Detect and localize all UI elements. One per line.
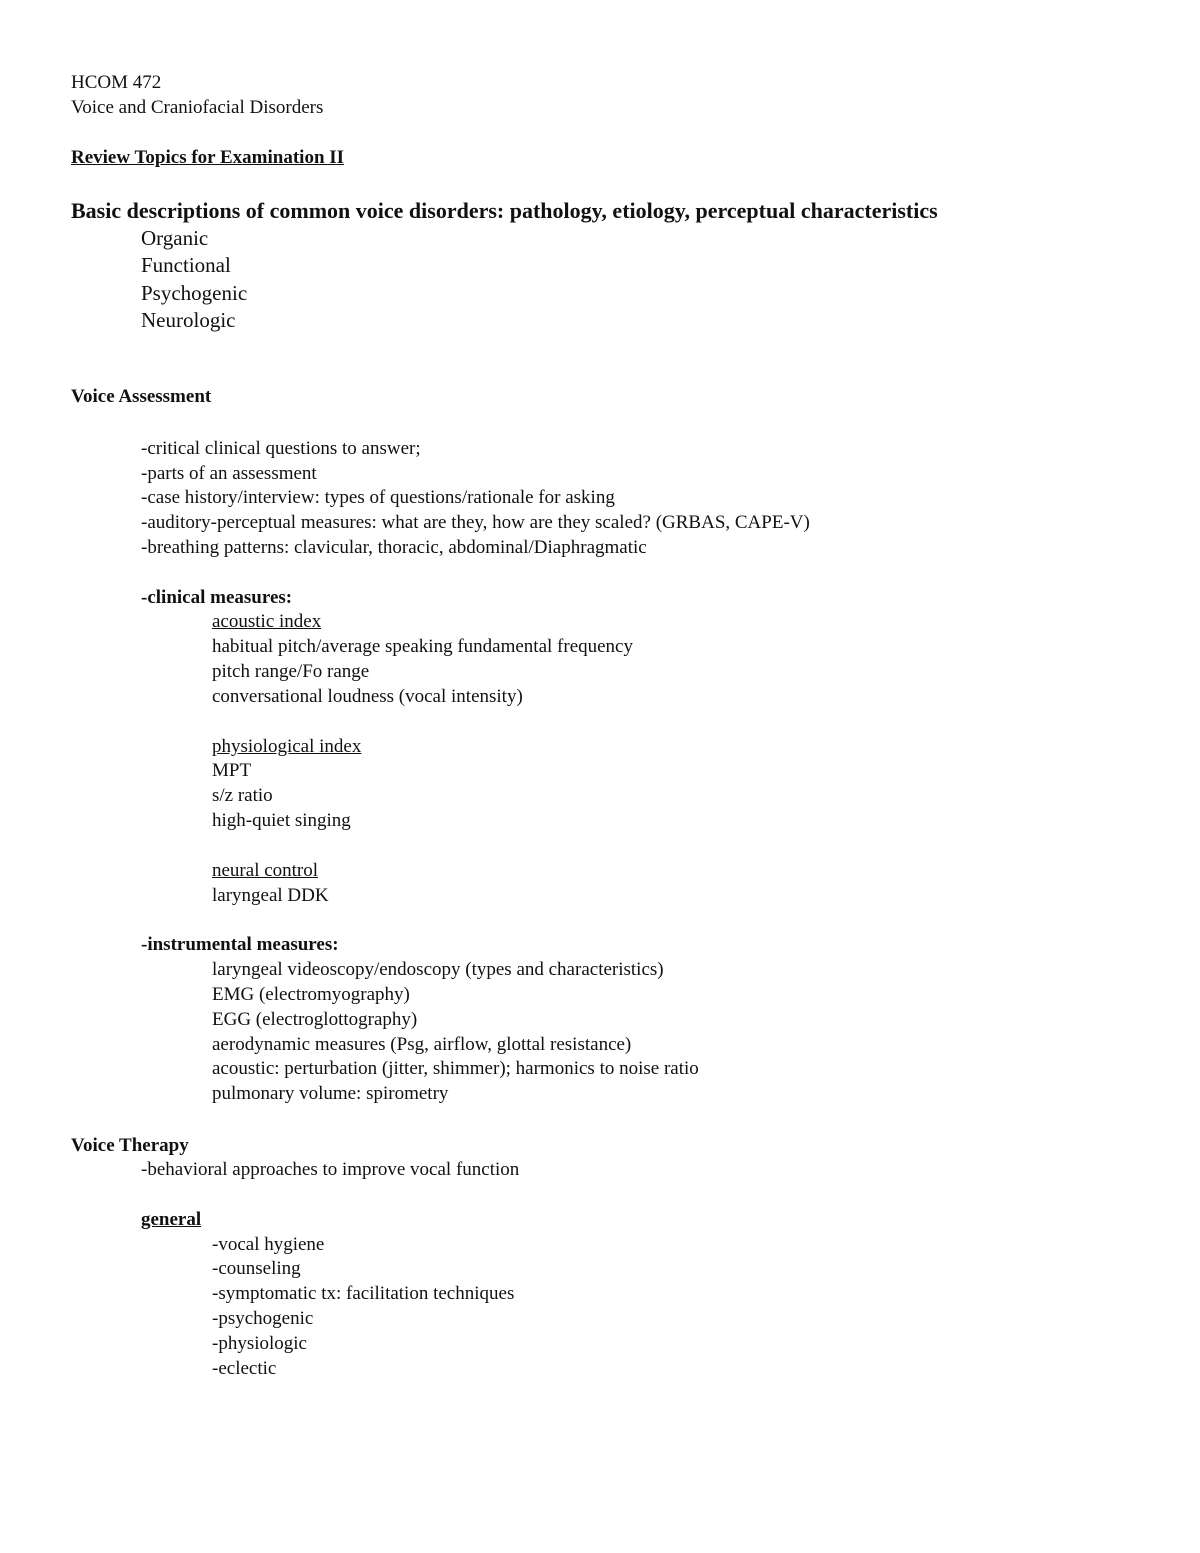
acoustic-index-item: conversational loudness (vocal intensity) [212, 686, 523, 707]
general-item: -psychogenic [212, 1308, 314, 1329]
review-title: Review Topics for Examination II [71, 147, 345, 168]
general-item: -physiologic [212, 1333, 307, 1354]
instrumental-measures-dash: - [141, 934, 148, 955]
disorders-heading: Basic descriptions of common voice disorders: pathology, etiology, perceptual characteristics [71, 198, 938, 223]
assessment-item: -auditory-perceptual measures: what are they, how are they scaled? (GRBAS, CAPE-V) [141, 512, 810, 533]
assessment-item: -parts of an assessment [141, 463, 317, 484]
physiological-index-item: s/z ratio [212, 785, 273, 806]
clinical-measures-label: clinical measures: [147, 587, 293, 608]
clinical-measures-dash: - [141, 587, 148, 608]
neural-control-heading: neural control [212, 860, 319, 881]
instrumental-item: laryngeal videoscopy/endoscopy (types and characteristics) [212, 959, 664, 980]
general-item: -vocal hygiene [212, 1234, 325, 1255]
assessment-item: -case history/interview: types of questions/rationale for asking [141, 487, 615, 508]
instrumental-measures-heading [141, 933, 339, 957]
assessment-heading: Voice Assessment [71, 386, 212, 407]
disorder-item: Functional [141, 253, 231, 277]
acoustic-index-item: pitch range/Fo range [212, 661, 370, 682]
neural-control-item: laryngeal DDK [212, 885, 329, 906]
instrumental-item: acoustic: perturbation (jitter, shimmer); harmonics to noise ratio [212, 1058, 699, 1079]
general-item: -counseling [212, 1258, 301, 1279]
course-code: HCOM 472 [71, 72, 162, 93]
instrumental-measures-label: instrumental measures: [147, 934, 339, 955]
therapy-heading: Voice Therapy [71, 1135, 189, 1156]
therapy-intro: -behavioral approaches to improve vocal function [141, 1159, 520, 1180]
physiological-index-item: high-quiet singing [212, 810, 351, 831]
assessment-item: -critical clinical questions to answer; [141, 438, 421, 459]
general-item: -symptomatic tx: facilitation techniques [212, 1283, 515, 1304]
course-title: Voice and Craniofacial Disorders [71, 97, 324, 118]
instrumental-item: pulmonary volume: spirometry [212, 1083, 449, 1104]
general-item: -eclectic [212, 1358, 277, 1379]
instrumental-item: EMG (electromyography) [212, 984, 410, 1005]
instrumental-item: aerodynamic measures (Psg, airflow, glottal resistance) [212, 1034, 632, 1055]
assessment-item: -breathing patterns: clavicular, thoracic, abdominal/Diaphragmatic [141, 537, 647, 558]
disorder-item: Psychogenic [141, 281, 248, 305]
general-heading: general [141, 1209, 202, 1230]
disorder-item: Organic [141, 226, 209, 250]
acoustic-index-item: habitual pitch/average speaking fundamental frequency [212, 636, 633, 657]
instrumental-item: EGG (electroglottography) [212, 1009, 418, 1030]
acoustic-index-heading: acoustic index [212, 611, 322, 632]
disorder-item: Neurologic [141, 308, 236, 332]
physiological-index-item: MPT [212, 760, 252, 781]
physiological-index-heading: physiological index [212, 736, 362, 757]
clinical-measures-heading [141, 586, 292, 610]
